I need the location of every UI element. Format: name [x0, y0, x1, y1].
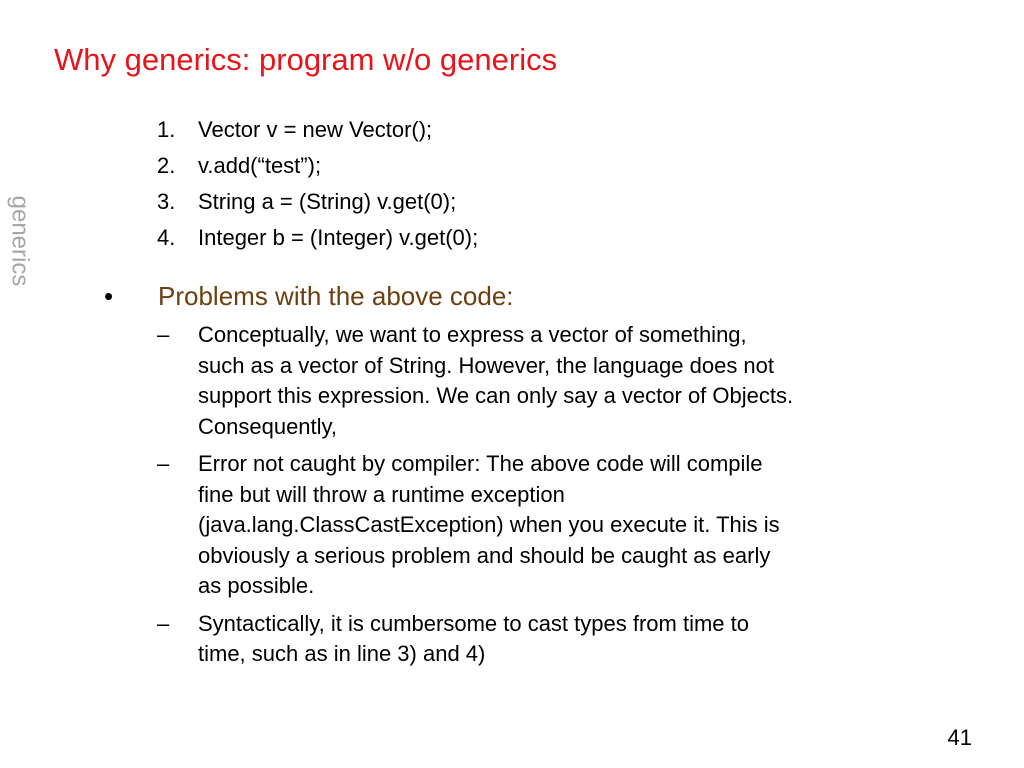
- dash-marker: –: [157, 451, 170, 476]
- dash-marker: –: [157, 322, 170, 347]
- code-line-number: 3.: [157, 189, 176, 214]
- problem-text: Syntactically, it is cumbersome to cast types from time to time, such as in line 3) and 4): [198, 610, 749, 666]
- problem-text: Conceptually, we want to express a vector of something, such as a vector of String. However, the language does not support this expression. We can only say a vector of Objects. Consequently,: [198, 322, 794, 439]
- dash-marker: –: [157, 610, 170, 636]
- code-line-number: 2.: [157, 153, 176, 178]
- page-number: 41: [947, 725, 972, 750]
- bullet-marker: •: [104, 281, 114, 311]
- problem-item: [157, 609, 977, 670]
- code-line-number: 1.: [157, 117, 176, 142]
- code-line-text: Integer b = (Integer) v.get(0);: [198, 225, 479, 250]
- problem-item: [157, 449, 977, 602]
- code-line-text: v.add(“test”);: [198, 153, 322, 178]
- bullet-heading: Problems with the above code:: [158, 281, 514, 311]
- problem-text: Error not caught by compiler: The above code will compile fine but will throw a runtime exception (java.lang.ClassCastException) when you execute it. This is obviously a serious problem and should be caught as early as possible.: [198, 451, 780, 598]
- problem-list: [157, 320, 977, 677]
- side-label: [2, 176, 36, 306]
- code-line-text: String a = (String) v.get(0);: [198, 189, 457, 214]
- code-line-text: Vector v = new Vector();: [198, 117, 433, 142]
- side-label-text: generics: [6, 195, 33, 287]
- problem-item: [157, 320, 977, 442]
- code-line-number: 4.: [157, 225, 176, 250]
- slide-title: Why generics: program w/o generics: [54, 42, 558, 77]
